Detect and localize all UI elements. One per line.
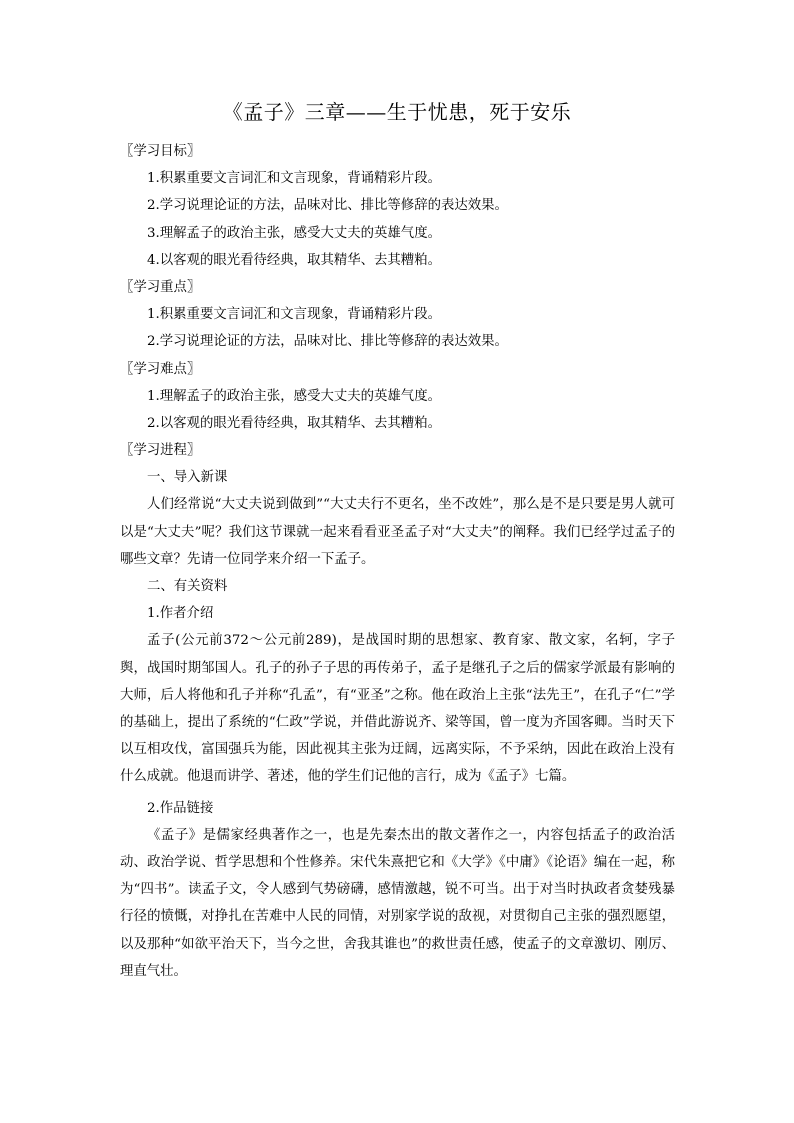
intro-heading: 一、导入新课 — [147, 470, 228, 486]
page-title: 《孟子》三章——生于忧患，死于安乐 — [222, 100, 572, 124]
document-body — [120, 138, 675, 985]
author-heading: 1.作者介绍 — [147, 606, 214, 622]
intro-paragraph: 人们经常说“大丈夫说到做到”“大丈夫行不更名，坐不改姓”，那么是不是只要是男人就可以是“大丈夫”呢？我们这节课就一起来看看亚圣孟子对“大丈夫”的阐释。我们已经学过孟子的哪些文章？先请一位同学来介绍一下孟子。 — [120, 497, 675, 567]
goal-item: 1.积累重要文言词汇和文言现象，背诵精彩片段。 — [147, 171, 441, 187]
goal-item: 2.学习说理论证的方法，品味对比、排比等修辞的表达效果。 — [147, 198, 508, 214]
goal-item: 3.理解孟子的政治主张，感受大丈夫的英雄气度。 — [147, 225, 441, 241]
key-points-heading: 〖学习重点〗 — [120, 279, 201, 295]
key-point-item: 2.学习说理论证的方法，品味对比、排比等修辞的表达效果。 — [147, 334, 508, 350]
key-point-item: 1.积累重要文言词汇和文言现象，背诵精彩片段。 — [147, 307, 441, 323]
work-heading: 2.作品链接 — [147, 800, 214, 816]
process-heading: 〖学习进程〗 — [120, 443, 201, 459]
work-paragraph: 《孟子》是儒家经典著作之一，也是先秦杰出的散文著作之一，内容包括孟子的政治活动、政治学说、哲学思想和个性修养。宋代朱熹把它和《大学》《中庸》《论语》编在一起，称为“四书”。读孟子文，令人感到气势磅礴，感情激越，锐不可当。出于对当时执政者贪婪残暴行径的愤慨，对挣扎在苦难中人民的同情，对别家学说的敌视，对贯彻自己主张的强烈愿望，以及那种“如欲平治天下，当今之世，舍我其谁也”的救世责任感，使孟子的文章激切、刚厉、理直气壮。 — [120, 827, 675, 979]
difficult-point-item: 2.以客观的眼光看待经典，取其精华、去其糟粕。 — [147, 415, 441, 431]
materials-heading: 二、有关资料 — [147, 579, 228, 595]
goals-heading: 〖学习目标〗 — [120, 144, 201, 159]
difficult-point-item: 1.理解孟子的政治主张，感受大丈夫的英雄气度。 — [147, 388, 441, 404]
author-paragraph: 孟子(公元前372～公元前289)，是战国时期的思想家、教育家、散文家，名轲，字子舆，战国时期邹国人。孔子的孙子子思的再传弟子，孟子是继孔子之后的儒家学派最有影响的大师，后人将他和孔子并称“孔孟”，有“亚圣”之称。他在政治上主张“法先王”，在孔子“仁”学的基础上，提出了系统的“仁政”学说，并借此游说齐、梁等国，曾一度为齐国客卿。当时天下以互相攻伐，富国强兵为能，因此视其主张为迂阔，远离实际，不予采纳，因此在政治上没有什么成就。他退而讲学、著述，他的学生们记他的言行，成为《孟子》七篇。 — [120, 633, 675, 785]
goal-item: 4.以客观的眼光看待经典，取其精华、去其糟粕。 — [147, 252, 441, 268]
difficult-points-heading: 〖学习难点〗 — [120, 361, 201, 377]
